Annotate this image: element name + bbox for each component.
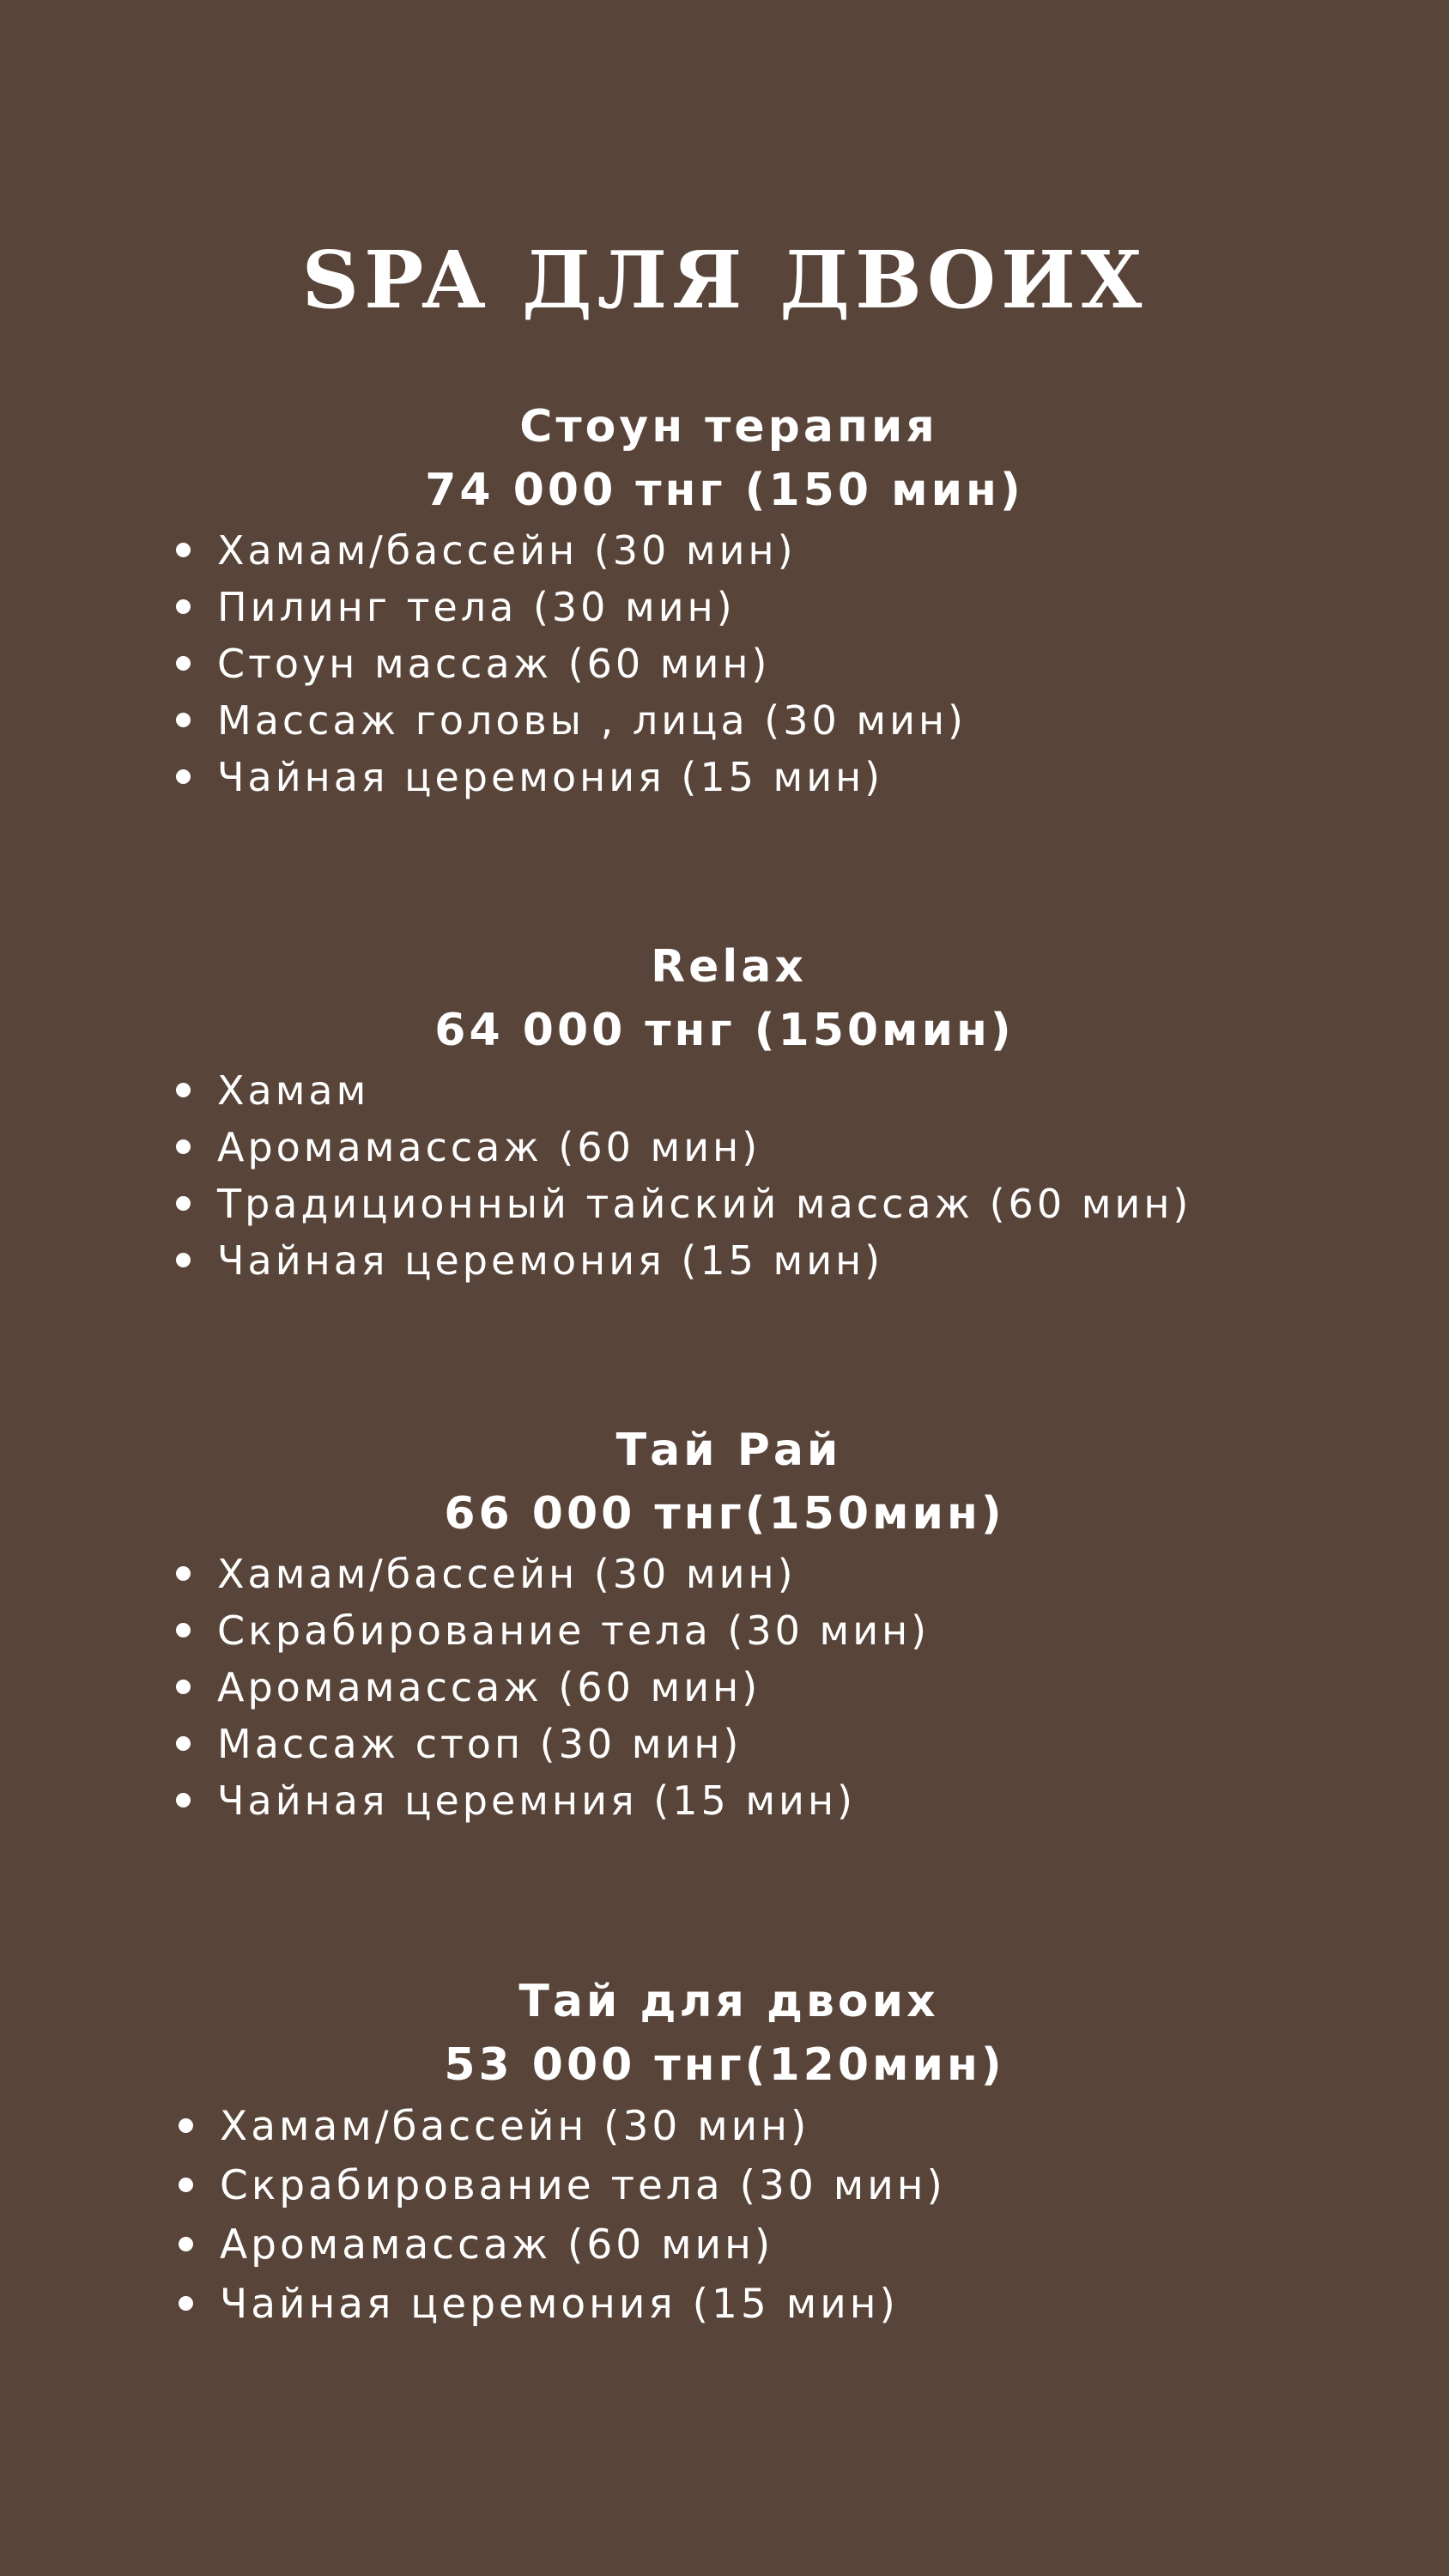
bullet-icon: [176, 1083, 191, 1097]
bullet-icon: [179, 2118, 193, 2133]
service-label: Массаж головы , лица (30 мин): [217, 697, 967, 744]
service-item: [0, 2156, 1449, 2215]
service-label: Стоун массаж (60 мин): [217, 641, 771, 687]
service-item: [0, 635, 1449, 692]
package-relax: [0, 935, 1449, 1289]
package-thai-for-two: [0, 1970, 1449, 2334]
service-item: [0, 1659, 1449, 1716]
bullet-icon: [176, 1566, 191, 1581]
service-label: Пилинг тела (30 мин): [217, 584, 736, 630]
bullet-icon: [176, 1793, 191, 1807]
package-name: Стоун терапия: [519, 401, 938, 453]
bullet-icon: [176, 656, 191, 671]
package-stone-therapy: [0, 395, 1449, 805]
bullet-icon: [176, 543, 191, 557]
package-thai-paradise: [0, 1419, 1449, 1829]
page-title: SPA ДЛЯ ДВОИХ: [301, 234, 1148, 326]
service-item: [0, 749, 1449, 805]
bullet-icon: [176, 1196, 191, 1211]
service-list: [0, 2097, 1449, 2334]
package-price: 53 000 тнг(120мин): [444, 2039, 1005, 2091]
bullet-icon: [176, 599, 191, 614]
service-item: [0, 2275, 1449, 2334]
service-item: [0, 2097, 1449, 2156]
package-name: Тай Рай: [615, 1425, 842, 1476]
service-label: Хамам/бассейн (30 мин): [217, 527, 797, 574]
service-label: Чайная церемония (15 мин): [220, 2281, 899, 2328]
bullet-icon: [176, 1253, 191, 1267]
bullet-icon: [176, 1139, 191, 1154]
service-label: Хамам: [217, 1067, 370, 1114]
service-label: Чайная церемония (15 мин): [217, 754, 884, 800]
bullet-icon: [179, 2178, 193, 2192]
bullet-icon: [176, 769, 191, 784]
package-price: 74 000 тнг (150 мин): [425, 465, 1024, 516]
service-item: [0, 1716, 1449, 1772]
service-label: Скрабирование тела (30 мин): [217, 1607, 931, 1654]
bullet-icon: [176, 1623, 191, 1637]
package-name: Relax: [651, 941, 807, 993]
service-item: [0, 1546, 1449, 1602]
service-item: [0, 1176, 1449, 1232]
bullet-icon: [179, 2237, 193, 2251]
service-item: [0, 2215, 1449, 2275]
bullet-icon: [179, 2296, 193, 2311]
service-item: [0, 1772, 1449, 1829]
service-item: [0, 1119, 1449, 1176]
service-label: Скрабирование тела (30 мин): [220, 2162, 946, 2209]
package-price: 66 000 тнг(150мин): [444, 1488, 1005, 1540]
service-label: Аромамассаж (60 мин): [217, 1124, 761, 1170]
service-item: [0, 1602, 1449, 1659]
service-label: Чайная церемония (15 мин): [217, 1237, 884, 1284]
service-list: [0, 1062, 1449, 1289]
service-label: Традиционный тайский массаж (60 мин): [217, 1181, 1192, 1227]
bullet-icon: [176, 713, 191, 727]
service-item: [0, 579, 1449, 635]
package-name: Тай для двоих: [518, 1976, 939, 2027]
service-label: Чайная церемния (15 мин): [217, 1777, 856, 1824]
service-item: [0, 1062, 1449, 1119]
service-item: [0, 522, 1449, 579]
service-label: Хамам/бассейн (30 мин): [217, 1551, 797, 1597]
bullet-icon: [176, 1680, 191, 1694]
service-label: Аромамассаж (60 мин): [220, 2221, 774, 2269]
service-item: [0, 692, 1449, 749]
package-price: 64 000 тнг (150мин): [434, 1005, 1015, 1056]
bullet-icon: [176, 1736, 191, 1751]
service-label: Аромамассаж (60 мин): [217, 1664, 761, 1710]
service-list: [0, 522, 1449, 805]
service-list: [0, 1546, 1449, 1829]
service-item: [0, 1232, 1449, 1289]
service-label: Массаж стоп (30 мин): [217, 1721, 743, 1767]
service-label: Хамам/бассейн (30 мин): [220, 2103, 810, 2150]
